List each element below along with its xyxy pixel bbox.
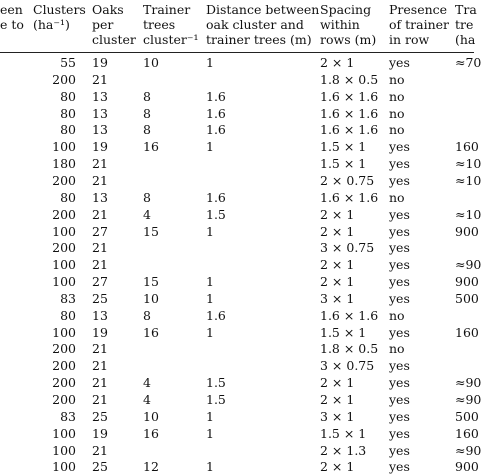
cell-trainer: 8 xyxy=(143,189,151,205)
cell-oaks: 21 xyxy=(92,442,108,458)
cell-oaks: 25 xyxy=(92,459,108,475)
cell-spacing: 1.6 × 1.6 xyxy=(320,105,379,121)
cell-tr: 500 xyxy=(455,290,479,306)
cell-clusters: 200 xyxy=(52,240,76,256)
cell-distance: 1.6 xyxy=(206,189,226,205)
cell-clusters: 100 xyxy=(52,139,76,155)
cell-presence: yes xyxy=(389,375,410,391)
cell-tr: 160 xyxy=(455,139,479,155)
cell-clusters: 80 xyxy=(60,122,76,138)
table-row xyxy=(0,104,474,122)
cell-presence: yes xyxy=(389,156,410,172)
cell-oaks: 21 xyxy=(92,172,108,188)
cell-spacing: 1.8 × 0.5 xyxy=(320,71,379,87)
cell-oaks: 13 xyxy=(92,307,108,323)
cell-spacing: 2 × 1 xyxy=(320,274,355,290)
cell-tr: ≈90 xyxy=(455,257,481,273)
table-row xyxy=(0,222,479,240)
cell-spacing: 1.5 × 1 xyxy=(320,324,367,340)
cell-presence: no xyxy=(389,307,405,323)
header-spacing-within-rows: Spacing within rows (m) xyxy=(320,2,377,47)
cell-clusters: 100 xyxy=(52,459,76,475)
cell-oaks: 27 xyxy=(92,223,108,239)
cell-distance: 1 xyxy=(206,139,214,155)
cell-spacing: 1.6 × 1.6 xyxy=(320,88,379,104)
table-row xyxy=(0,171,481,189)
cell-oaks: 21 xyxy=(92,392,108,407)
cell-trainer: 16 xyxy=(143,324,159,340)
table-row xyxy=(0,205,481,223)
cell-presence: yes xyxy=(389,223,410,239)
cell-spacing: 2 × 0.75 xyxy=(320,172,375,188)
cell-trainer: 8 xyxy=(143,105,151,121)
cell-presence: yes xyxy=(389,139,410,155)
cell-clusters: 200 xyxy=(52,358,76,374)
cell-trainer: 4 xyxy=(143,206,151,222)
cell-distance: 1 xyxy=(206,274,214,290)
cell-tr: 160 xyxy=(455,425,479,441)
cell-spacing: 1.5 × 1 xyxy=(320,156,367,172)
cell-distance: 1 xyxy=(206,324,214,340)
cell-spacing: 2 × 1 xyxy=(320,223,355,239)
cell-presence: yes xyxy=(389,257,410,273)
cell-spacing: 2 × 1 xyxy=(320,375,355,391)
cell-trainer: 10 xyxy=(143,408,159,424)
cell-distance: 1.6 xyxy=(206,105,226,121)
header-presence-of-trainer: Presence of trainer in row xyxy=(389,2,449,47)
cell-trainer: 8 xyxy=(143,307,151,323)
cell-oaks: 13 xyxy=(92,88,108,104)
cell-presence: yes xyxy=(389,425,410,441)
cell-spacing: 1.6 × 1.6 xyxy=(320,307,379,323)
header-distance-between: Distance between oak cluster and trainer trees (m) xyxy=(206,2,320,47)
cell-clusters: 80 xyxy=(60,189,76,205)
cell-presence: no xyxy=(389,88,405,104)
cell-spacing: 3 × 1 xyxy=(320,290,355,306)
cell-clusters: 80 xyxy=(60,307,76,323)
cell-spacing: 3 × 0.75 xyxy=(320,358,375,374)
cell-trainer: 8 xyxy=(143,122,151,138)
cell-tr: ≈70 xyxy=(455,55,481,70)
cell-presence: yes xyxy=(389,274,410,290)
cell-presence: no xyxy=(389,189,405,205)
cell-presence: yes xyxy=(389,290,410,306)
cell-tr: ≈90 xyxy=(455,392,481,407)
cell-trainer: 16 xyxy=(143,425,159,441)
cell-oaks: 13 xyxy=(92,105,108,121)
cell-spacing: 1.6 × 1.6 xyxy=(320,189,379,205)
cell-clusters: 100 xyxy=(52,324,76,340)
cell-tr: ≈10 xyxy=(455,172,481,188)
table-row xyxy=(0,306,474,324)
table-row xyxy=(0,441,481,459)
table-row xyxy=(0,373,481,391)
table-row xyxy=(0,255,481,273)
table-row xyxy=(0,390,481,408)
cell-distance: 1 xyxy=(206,408,214,424)
cell-spacing: 2 × 1 xyxy=(320,55,355,70)
table-row xyxy=(0,356,474,374)
cell-oaks: 19 xyxy=(92,139,108,155)
header-oaks-per-cluster: Oaks per cluster xyxy=(92,2,136,47)
table-row xyxy=(0,137,479,155)
cell-clusters: 100 xyxy=(52,442,76,458)
cell-presence: yes xyxy=(389,324,410,340)
cell-oaks: 27 xyxy=(92,274,108,290)
cell-presence: yes xyxy=(389,408,410,424)
cell-trainer: 4 xyxy=(143,392,151,407)
table-row xyxy=(0,238,474,256)
cell-trainer: 15 xyxy=(143,223,159,239)
cell-distance: 1 xyxy=(206,290,214,306)
cell-oaks: 21 xyxy=(92,375,108,391)
cell-clusters: 200 xyxy=(52,206,76,222)
cell-spacing: 1.5 × 1 xyxy=(320,139,367,155)
header-clusters: Clusters (ha⁻¹) xyxy=(33,2,86,32)
cell-tr: 900 xyxy=(455,274,479,290)
cell-clusters: 200 xyxy=(52,375,76,391)
cell-oaks: 21 xyxy=(92,206,108,222)
cell-trainer: 8 xyxy=(143,88,151,104)
cell-presence: no xyxy=(389,341,405,357)
cell-trainer: 4 xyxy=(143,375,151,391)
cell-distance: 1 xyxy=(206,223,214,239)
cell-presence: no xyxy=(389,71,405,87)
cell-oaks: 19 xyxy=(92,55,108,70)
cell-clusters: 180 xyxy=(52,156,76,172)
table-row xyxy=(0,188,474,206)
cell-presence: yes xyxy=(389,55,410,70)
cell-oaks: 19 xyxy=(92,324,108,340)
cell-oaks: 13 xyxy=(92,122,108,138)
cell-presence: yes xyxy=(389,206,410,222)
cell-trainer: 10 xyxy=(143,55,159,70)
cell-presence: yes xyxy=(389,442,410,458)
cell-spacing: 1.5 × 1 xyxy=(320,425,367,441)
cell-spacing: 2 × 1.3 xyxy=(320,442,367,458)
table-header xyxy=(0,0,477,52)
table-row xyxy=(0,120,474,138)
table-row xyxy=(0,424,479,442)
table-row xyxy=(0,272,479,290)
table-row xyxy=(0,289,479,307)
cell-spacing: 1.8 × 0.5 xyxy=(320,341,379,357)
cell-clusters: 100 xyxy=(52,223,76,239)
cell-trainer: 12 xyxy=(143,459,159,475)
cell-clusters: 80 xyxy=(60,105,76,121)
cell-clusters: 200 xyxy=(52,71,76,87)
cell-oaks: 21 xyxy=(92,358,108,374)
cell-trainer: 15 xyxy=(143,274,159,290)
table-row xyxy=(0,53,481,71)
cell-clusters: 83 xyxy=(60,290,76,306)
cell-presence: yes xyxy=(389,240,410,256)
cell-clusters: 55 xyxy=(60,55,76,70)
cell-tr: ≈10 xyxy=(455,206,481,222)
header-trainer-trees: Trainer trees cluster⁻¹ xyxy=(143,2,199,47)
cell-distance: 1.5 xyxy=(206,375,226,391)
cell-trainer: 10 xyxy=(143,290,159,306)
cell-trainer: 16 xyxy=(143,139,159,155)
cell-clusters: 200 xyxy=(52,392,76,407)
cell-distance: 1.6 xyxy=(206,88,226,104)
cell-oaks: 25 xyxy=(92,408,108,424)
table-row xyxy=(0,154,481,172)
table-row xyxy=(0,407,479,425)
table-row xyxy=(0,457,479,475)
cell-spacing: 2 × 1 xyxy=(320,392,355,407)
cell-tr: 900 xyxy=(455,223,479,239)
cell-distance: 1 xyxy=(206,425,214,441)
cell-presence: no xyxy=(389,105,405,121)
table-row xyxy=(0,87,474,105)
cell-presence: yes xyxy=(389,358,410,374)
cell-spacing: 2 × 1 xyxy=(320,459,355,475)
table-row xyxy=(0,339,474,357)
cell-clusters: 200 xyxy=(52,172,76,188)
cell-oaks: 13 xyxy=(92,189,108,205)
cell-oaks: 21 xyxy=(92,71,108,87)
cell-oaks: 19 xyxy=(92,425,108,441)
cell-distance: 1.5 xyxy=(206,392,226,407)
cell-clusters: 83 xyxy=(60,408,76,424)
cell-oaks: 21 xyxy=(92,257,108,273)
cell-spacing: 1.6 × 1.6 xyxy=(320,122,379,138)
header-distance-to: een e to xyxy=(0,2,24,32)
cell-tr: ≈90 xyxy=(455,375,481,391)
cell-presence: yes xyxy=(389,392,410,407)
cell-clusters: 80 xyxy=(60,88,76,104)
cell-spacing: 3 × 0.75 xyxy=(320,240,375,256)
cell-spacing: 2 × 1 xyxy=(320,257,355,273)
header-trainer-trees-per-ha: Tra tre (ha xyxy=(455,2,477,47)
table-row xyxy=(0,323,479,341)
cell-distance: 1 xyxy=(206,55,214,70)
cell-oaks: 21 xyxy=(92,341,108,357)
cell-oaks: 21 xyxy=(92,156,108,172)
cell-clusters: 100 xyxy=(52,274,76,290)
cell-tr: 900 xyxy=(455,459,479,475)
cell-tr: 500 xyxy=(455,408,479,424)
cell-spacing: 2 × 1 xyxy=(320,206,355,222)
cell-clusters: 100 xyxy=(52,257,76,273)
cell-distance: 1.5 xyxy=(206,206,226,222)
cell-clusters: 100 xyxy=(52,425,76,441)
cell-tr: ≈10 xyxy=(455,156,481,172)
cell-presence: no xyxy=(389,122,405,138)
cell-spacing: 3 × 1 xyxy=(320,408,355,424)
cell-presence: yes xyxy=(389,172,410,188)
cell-distance: 1.6 xyxy=(206,122,226,138)
cell-distance: 1.6 xyxy=(206,307,226,323)
cell-presence: yes xyxy=(389,459,410,475)
cell-oaks: 21 xyxy=(92,240,108,256)
cell-tr: 160 xyxy=(455,324,479,340)
cell-distance: 1 xyxy=(206,459,214,475)
cell-clusters: 200 xyxy=(52,341,76,357)
cell-oaks: 25 xyxy=(92,290,108,306)
table-row xyxy=(0,70,474,88)
cell-tr: ≈90 xyxy=(455,442,481,458)
